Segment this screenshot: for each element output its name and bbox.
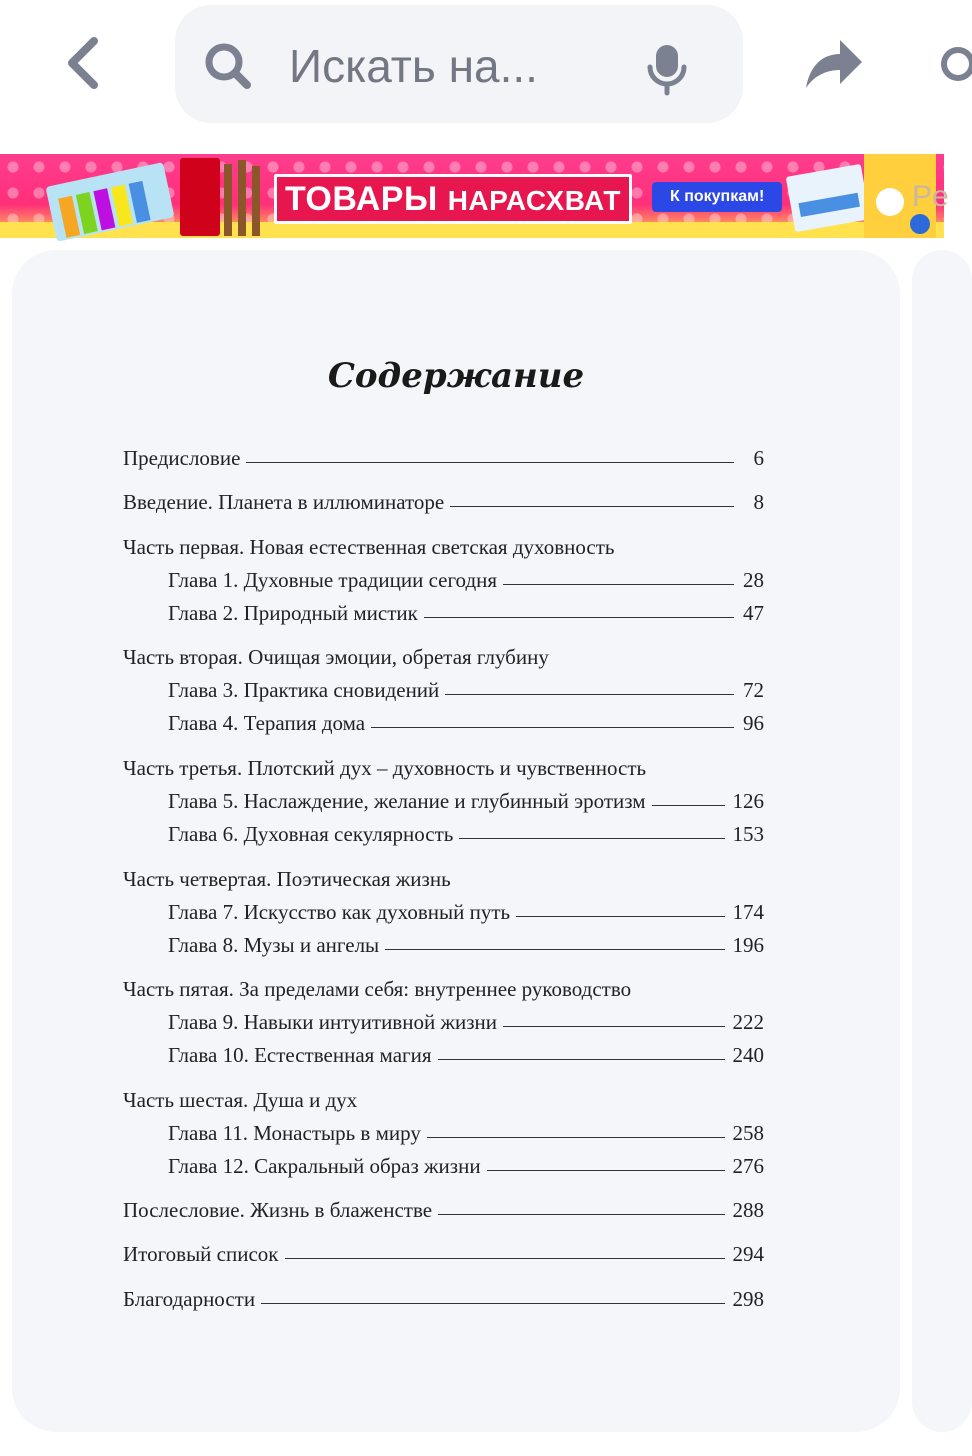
toc-page-number: 153 <box>732 822 764 846</box>
search-bar[interactable] <box>175 5 743 123</box>
toc-entry-title: Предисловие <box>123 446 241 470</box>
leader-line <box>246 462 734 463</box>
toc-page-number: 298 <box>732 1287 764 1311</box>
toc-title: Содержание <box>327 356 585 396</box>
toc-page-number: 6 <box>753 446 764 470</box>
leader-line <box>261 1303 724 1304</box>
toc-entry-title: Послесловие. Жизнь в блаженстве <box>123 1198 433 1222</box>
top-bar <box>0 0 944 150</box>
toc-part-heading: Часть вторая. Очищая эмоции, обретая глубину <box>123 645 549 669</box>
toc-chapter-entry <box>168 601 764 626</box>
toc-entry <box>123 446 764 471</box>
toc-part-heading: Часть пятая. За пределами себя: внутреннее руководство <box>123 977 632 1001</box>
toc-entry-title: Итоговый список <box>123 1242 279 1266</box>
leader-line <box>450 506 734 507</box>
art-supplies-image <box>40 154 270 238</box>
toc-chapter-entry <box>168 568 764 593</box>
toc-chapter-entry <box>168 711 764 736</box>
toc-entry-title: Глава 7. Искусство как духовный путь <box>168 900 511 924</box>
back-button[interactable] <box>52 30 112 96</box>
banner-peek: Pe <box>912 180 949 213</box>
toc-entry-title: Глава 1. Духовные традиции сегодня <box>168 568 498 592</box>
chevron-left-icon <box>62 35 102 91</box>
leader-line <box>503 1026 725 1027</box>
leader-line <box>487 1170 725 1171</box>
leader-line <box>652 805 725 806</box>
toc-page-number: 174 <box>732 900 764 924</box>
toc-page-number: 294 <box>732 1242 764 1266</box>
shop-button[interactable]: К покупкам! <box>652 182 782 212</box>
leader-line <box>438 1059 725 1060</box>
toc-chapter-entry <box>168 1154 764 1179</box>
toc-page-number: 96 <box>743 711 764 735</box>
toc-part-heading: Часть первая. Новая естественная светская духовность <box>123 535 615 559</box>
toc-part-heading: Часть шестая. Душа и дух <box>123 1088 358 1112</box>
toc-chapter-entry <box>168 678 764 703</box>
leader-line <box>445 694 734 695</box>
toc-page-number: 288 <box>732 1198 764 1222</box>
more-icon-partial[interactable] <box>934 44 964 84</box>
toc-page-number: 8 <box>753 490 764 514</box>
toc-chapter-entry <box>168 789 764 814</box>
toc-entry <box>123 490 764 515</box>
microphone-icon[interactable] <box>645 43 689 95</box>
toc-entry-title: Глава 2. Природный мистик <box>168 601 418 625</box>
leader-line <box>371 727 734 728</box>
leader-line <box>427 1137 725 1138</box>
toc-part-heading: Часть четвертая. Поэтическая жизнь <box>123 867 451 891</box>
toc-page-number: 126 <box>732 789 764 813</box>
banner-title <box>274 174 632 224</box>
book-page-card[interactable] <box>12 250 900 1432</box>
toc-chapter-entry <box>168 900 764 925</box>
toc-entry-title: Глава 8. Музы и ангелы <box>168 933 380 957</box>
toc-entry-title: Глава 4. Терапия дома <box>168 711 366 735</box>
toc-page-number: 240 <box>732 1043 764 1067</box>
toc-entry <box>123 1242 764 1267</box>
toc-entry-title: Глава 11. Монастырь в миру <box>168 1121 421 1145</box>
toc-page-number: 222 <box>732 1010 764 1034</box>
toc-entry-title: Глава 6. Духовная секулярность <box>168 822 454 846</box>
leader-line <box>459 838 724 839</box>
toc-part-heading: Часть третья. Плотский дух – духовность и чувственность <box>123 756 647 780</box>
toc-entry-title: Глава 12. Сакральный образ жизни <box>168 1154 481 1178</box>
toc-page-number: 276 <box>732 1154 764 1178</box>
leader-line <box>438 1214 724 1215</box>
toc-chapter-entry <box>168 1010 764 1035</box>
toc-chapter-entry <box>168 1121 764 1146</box>
toc-chapter-entry <box>168 1043 764 1068</box>
leader-line <box>503 584 734 585</box>
toc-page-number: 28 <box>743 568 764 592</box>
toc-entry <box>123 1287 764 1312</box>
toc-entry-title: Глава 10. Естественная магия <box>168 1043 432 1067</box>
toc-entry-title: Благодарности <box>123 1287 256 1311</box>
toc-entry <box>123 1198 764 1223</box>
leader-line <box>424 617 734 618</box>
banner-title-small: НАРАСХВАТ <box>447 185 621 216</box>
next-card-peek[interactable] <box>912 250 972 1432</box>
toc-entry-title: Введение. Планета в иллюминаторе <box>123 490 445 514</box>
toc-entry-title: Глава 5. Наслаждение, желание и глубинный эротизм <box>168 789 646 813</box>
search-icon <box>203 41 253 91</box>
toc-entry-title: Глава 9. Навыки интуитивной жизни <box>168 1010 497 1034</box>
toc-page-number: 72 <box>743 678 764 702</box>
leader-line <box>385 949 724 950</box>
toc-chapter-entry <box>168 933 764 958</box>
ad-banner[interactable] <box>0 154 949 238</box>
toc-chapter-entry <box>168 822 764 847</box>
toc-page-number: 258 <box>732 1121 764 1145</box>
share-icon[interactable] <box>800 30 866 96</box>
leader-line <box>516 916 724 917</box>
toc-page-number: 196 <box>732 933 764 957</box>
leader-line <box>285 1258 725 1259</box>
banner-title-main: ТОВАРЫ <box>285 180 438 218</box>
toc-entry-title: Глава 3. Практика сновидений <box>168 678 440 702</box>
toc-page-number: 47 <box>743 601 764 625</box>
